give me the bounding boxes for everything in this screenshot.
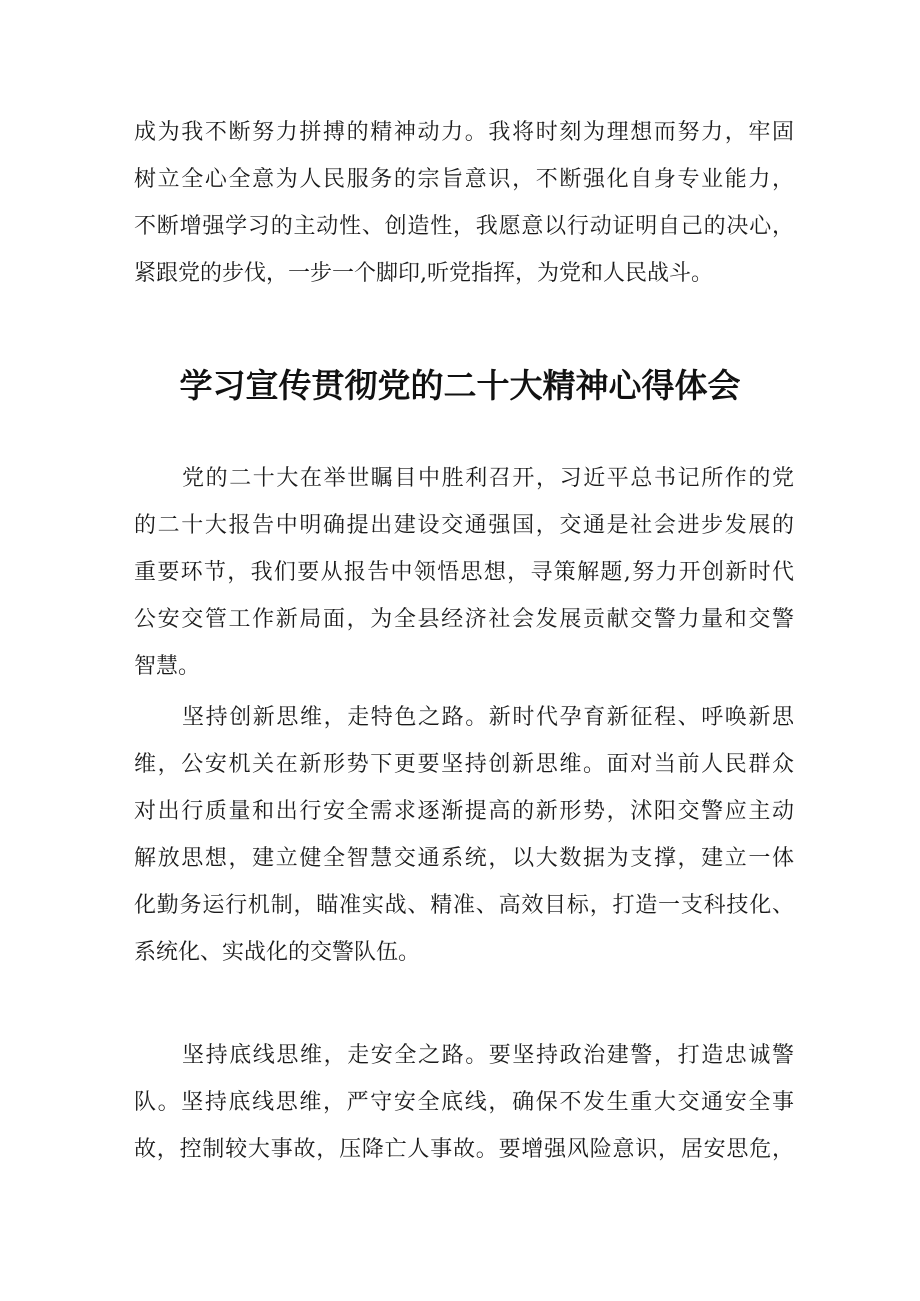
- text-line: 化勤务运行机制，瞄准实战、精准、高效目标，打造一支科技化、: [134, 893, 794, 918]
- text-line: 解放思想，建立健全智慧交通系统，以大数据为支撑，建立一体: [134, 846, 794, 871]
- text-line: 系统化、实战化的交警队伍。: [134, 940, 421, 965]
- text-line: 坚持底线思维，走安全之路。要坚持政治建警，打造忠诚警: [182, 1043, 794, 1068]
- text-line: 公安交管工作新局面，为全县经济社会发展贡献交警力量和交警: [134, 607, 794, 632]
- text-line: 党的二十大在举世瞩目中胜利召开，习近平总书记所作的党: [182, 466, 794, 491]
- text-line: 的二十大报告中明确提出建设交通强国，交通是社会进步发展的: [134, 513, 794, 538]
- text-line: 队。坚持底线思维，严守安全底线，确保不发生重大交通安全事: [134, 1090, 794, 1115]
- text-line: 坚持创新思维，走特色之路。新时代孕育新征程、呼唤新思: [182, 705, 794, 730]
- text-line: 重要环节，我们要从报告中领悟思想，寻策解题,努力开创新时代: [134, 560, 794, 585]
- text-line: 不断增强学习的主动性、创造性，我愿意以行动证明自己的决心，: [134, 214, 794, 239]
- text-line: 紧跟党的步伐，一步一个脚印,听党指挥，为党和人民战斗。: [134, 261, 713, 286]
- text-line: 对出行质量和出行安全需求逐渐提高的新形势，沭阳交警应主动: [134, 799, 794, 824]
- text-line: 成为我不断努力拼搏的精神动力。我将时刻为理想而努力，牢固: [134, 120, 794, 145]
- text-line: 故，控制较大事故，压降亡人事故。要增强风险意识，居安思危，: [134, 1137, 794, 1162]
- text-line: 树立全心全意为人民服务的宗旨意识，不断强化自身专业能力，: [134, 167, 794, 192]
- article-title: 学习宣传贯彻党的二十大精神心得体会: [179, 366, 741, 405]
- text-line: 维，公安机关在新形势下更要坚持创新思维。面对当前人民群众: [134, 752, 794, 777]
- text-line: 智慧。: [134, 654, 201, 679]
